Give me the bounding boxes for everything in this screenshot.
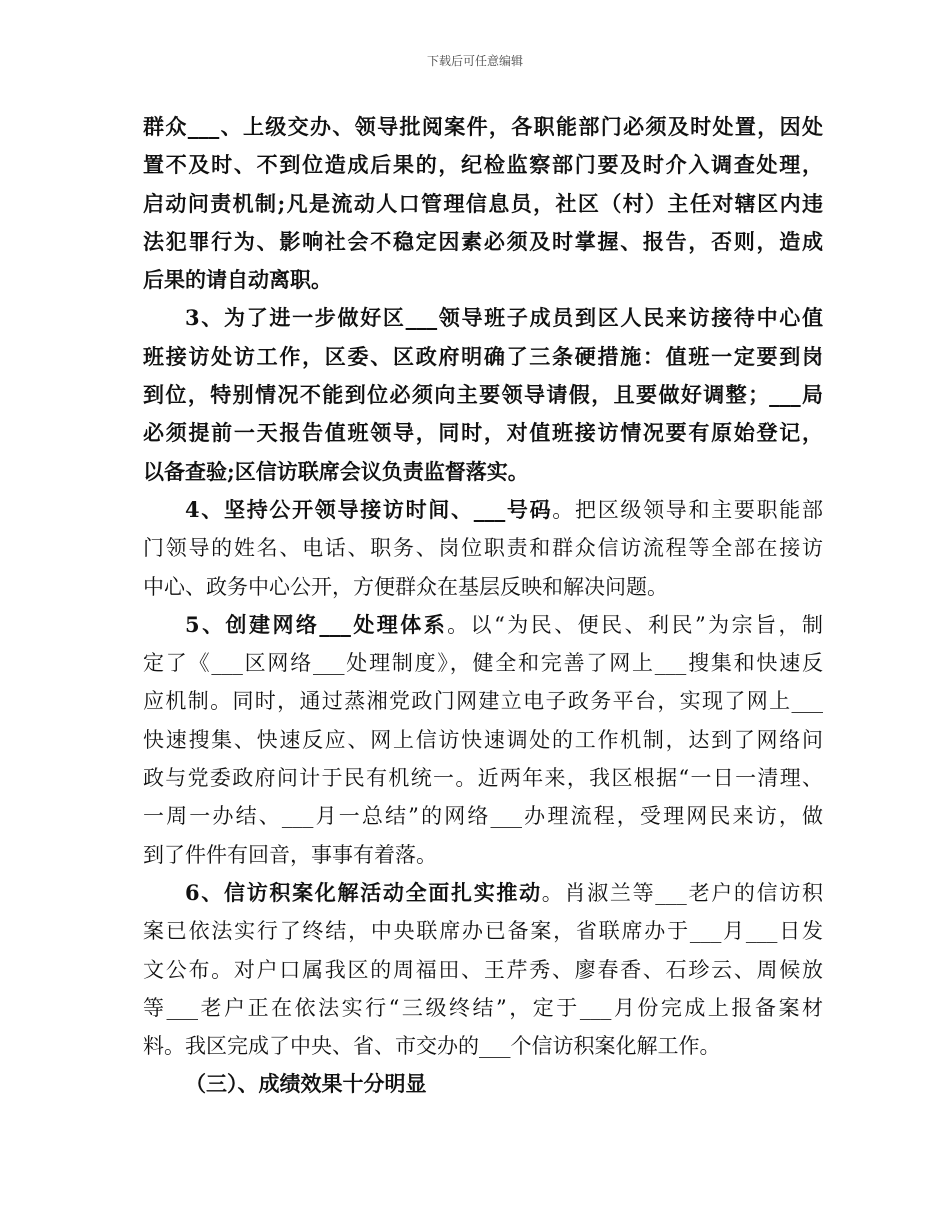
- text-line: 法犯罪行为、影响社会不稳定因素必须及时掌握、报告，否则，造成: [143, 228, 823, 254]
- text-segment: 。肖淑兰等___老户的信访积: [541, 880, 823, 905]
- text-line: 应机制。同时，通过蒸湘党政门网建立电子政务平台，实现了网上___: [143, 689, 823, 714]
- text-line: 定了《___区网络___处理制度》，健全和完善了网上___搜集和快速反: [143, 651, 823, 676]
- text-line: 快速搜集、快速反应、网上信访快速调处的工作机制，达到了网络问: [143, 727, 823, 752]
- paragraph-lines: [143, 108, 823, 1065]
- text-line: 班接访处访工作，区委、区政府明确了三条硬措施：值班一定要到岗: [143, 343, 823, 369]
- text-segment: 。以“为民、便民、利民”为宗旨，制: [447, 612, 823, 637]
- text-line: 群众___、上级交办、领导批阅案件，各职能部门必须及时处置，因处: [143, 114, 823, 139]
- text-line: 到位，特别情况不能到位必须向主要领导请假，且要做好调整；___局: [143, 382, 823, 408]
- section-heading: （三）、成绩效果十分明显: [185, 1071, 427, 1097]
- text-line: [143, 606, 823, 644]
- page-header: 下载后可任意编辑: [426, 54, 523, 68]
- text-line: 置不及时、不到位造成后果的，纪检监察部门要及时介入调查处理，: [143, 152, 823, 178]
- text-line: 门领导的姓名、电话、职务、岗位职责和群众信访流程等全部在接访: [143, 536, 823, 561]
- text-line: 中心、政务中心公开，方便群众在基层反映和解决问题。: [143, 574, 668, 599]
- text-segment: 5、创建网络___处理体系: [185, 611, 448, 637]
- text-line: [143, 491, 823, 529]
- text-line: 启动问责机制;凡是流动人口管理信息员，社区（村）主任对辖区内违: [143, 190, 823, 216]
- text-line: 到了件件有回音，事事有着落。: [143, 842, 437, 867]
- text-line: 必须提前一天报告值班领导，同时，对值班接访情况要有原始登记，: [143, 420, 823, 446]
- text-line: 等___老户正在依法实行“三级终结”，定于___月份完成上报备案材: [143, 995, 823, 1020]
- text-line: [143, 874, 823, 912]
- text-line: 料。我区完成了中央、省、市交办的___个信访积案化解工作。: [143, 1034, 721, 1059]
- text-line: 案已依法实行了终结，中央联席办已备案，省联席办于___月___日发: [143, 919, 823, 944]
- text-line: 文公布。对户口属我区的周福田、王芹秀、廖春香、石珍云、周候放: [143, 957, 823, 982]
- text-segment: 。把区级领导和主要职能部: [552, 497, 823, 522]
- text-segment: 4、坚持公开领导接访时间、___号码: [185, 496, 553, 522]
- text-line: 3、为了进一步做好区___领导班子成员到区人民来访接待中心值: [185, 305, 823, 331]
- text-line: 后果的请自动离职。: [143, 267, 332, 293]
- document-body: [143, 108, 823, 1104]
- text-line: 一周一办结、___月一总结”的网络___办理流程，受理网民来访，做: [143, 804, 823, 829]
- text-line: 以备查验;区信访联席会议负责监督落实。: [143, 458, 529, 484]
- text-line: 政与党委政府问计于民有机统一。近两年来，我区根据“一日一清理、: [143, 766, 823, 791]
- text-segment: 6、信访积案化解活动全面扎实推动: [185, 879, 542, 905]
